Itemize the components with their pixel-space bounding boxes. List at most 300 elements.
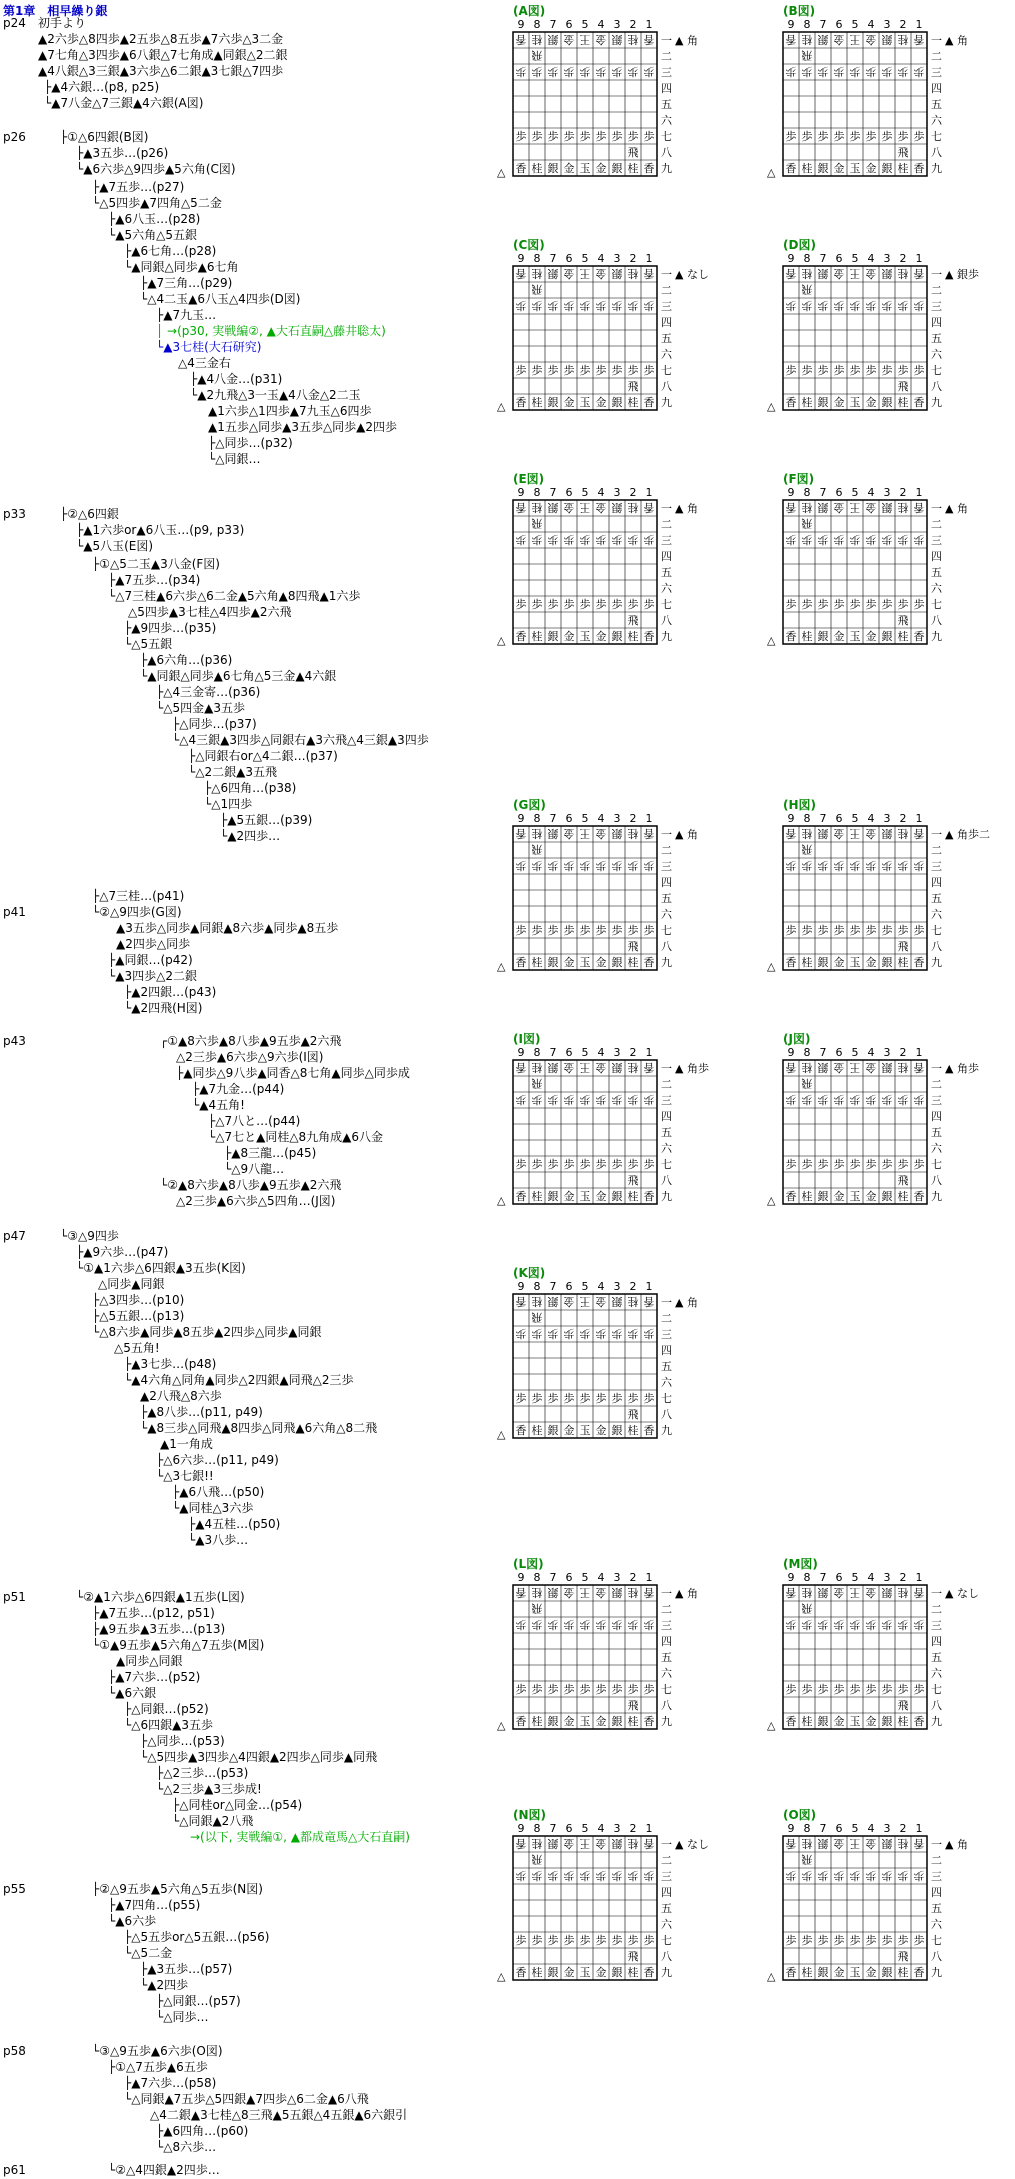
shogi-piece: 玉 bbox=[849, 1190, 861, 1203]
shogi-piece: 桂 bbox=[897, 267, 909, 280]
shogi-piece: 歩 bbox=[833, 130, 845, 143]
shogi-piece: 金 bbox=[595, 1295, 607, 1308]
column-number: 5 bbox=[851, 812, 859, 825]
column-number: 3 bbox=[883, 1571, 891, 1584]
rank-number: 八 bbox=[931, 614, 942, 627]
rank-number: 七 bbox=[661, 130, 672, 143]
shogi-piece: 飛 bbox=[627, 940, 639, 953]
sente-hand: ▲ なし bbox=[675, 268, 709, 281]
shogi-piece: 歩 bbox=[547, 1093, 559, 1106]
shogi-piece: 桂 bbox=[531, 267, 543, 280]
shogi-piece: 桂 bbox=[801, 827, 813, 840]
column-number: 5 bbox=[851, 18, 859, 31]
shogi-piece: 歩 bbox=[515, 1093, 527, 1106]
shogi-board bbox=[765, 16, 995, 226]
shogi-piece: 歩 bbox=[531, 364, 543, 377]
shogi-piece: 歩 bbox=[817, 65, 829, 78]
rank-number: 五 bbox=[661, 1902, 672, 1915]
rank-number: 八 bbox=[931, 1699, 942, 1712]
shogi-piece: 歩 bbox=[865, 1093, 877, 1106]
shogi-piece: 金 bbox=[563, 162, 575, 175]
column-number: 4 bbox=[597, 1822, 605, 1835]
diagram-label: (D図) bbox=[783, 238, 816, 252]
shogi-piece: 桂 bbox=[627, 1061, 639, 1074]
shogi-piece: 玉 bbox=[849, 1715, 861, 1728]
shogi-piece: 桂 bbox=[801, 396, 813, 409]
tree-line: ├▲8八歩…(p11, p49) bbox=[140, 1405, 263, 1419]
column-number: 3 bbox=[883, 1822, 891, 1835]
tree-line: ├△4三金寄…(p36) bbox=[156, 685, 261, 699]
column-number: 7 bbox=[819, 486, 827, 499]
shogi-piece: 歩 bbox=[515, 598, 527, 611]
column-number: 7 bbox=[549, 1046, 557, 1059]
column-number: 4 bbox=[597, 1571, 605, 1584]
shogi-piece: 王 bbox=[849, 827, 861, 840]
shogi-piece: 桂 bbox=[627, 956, 639, 969]
tree-line: └▲2九飛△3一玉▲4八金△2二玉 bbox=[190, 388, 361, 402]
rank-number: 二 bbox=[661, 1854, 672, 1867]
rank-number: 八 bbox=[661, 1699, 672, 1712]
column-number: 2 bbox=[899, 1571, 907, 1584]
shogi-piece: 桂 bbox=[801, 1190, 813, 1203]
tree-line: ▲4八銀△3三銀▲3六歩△6二銀▲3七銀△7四歩 bbox=[38, 64, 284, 78]
shogi-piece: 歩 bbox=[579, 598, 591, 611]
shogi-piece: 桂 bbox=[531, 956, 543, 969]
shogi-piece: 歩 bbox=[579, 299, 591, 312]
tree-line: └△5四歩▲7四角△5二金 bbox=[92, 196, 222, 210]
shogi-piece: 歩 bbox=[627, 859, 639, 872]
shogi-piece: 銀 bbox=[881, 1190, 893, 1203]
shogi-piece: 歩 bbox=[627, 1392, 639, 1405]
column-number: 5 bbox=[581, 1571, 589, 1584]
shogi-piece: 銀 bbox=[547, 1837, 559, 1850]
column-number: 9 bbox=[787, 1046, 795, 1059]
shogi-piece: 歩 bbox=[611, 1392, 623, 1405]
shogi-piece: 歩 bbox=[785, 1683, 797, 1696]
tree-line: ├①△7五歩▲6五歩 bbox=[108, 2060, 208, 2074]
shogi-piece: 銀 bbox=[611, 1715, 623, 1728]
shogi-piece: 歩 bbox=[643, 130, 655, 143]
shogi-piece: 歩 bbox=[611, 859, 623, 872]
column-number: 3 bbox=[883, 252, 891, 265]
shogi-piece: 銀 bbox=[611, 1586, 623, 1599]
tree-line: ├▲7五歩…(p34) bbox=[108, 573, 201, 587]
shogi-piece: 香 bbox=[643, 1295, 655, 1308]
shogi-board bbox=[765, 1044, 995, 1254]
shogi-piece: 歩 bbox=[515, 533, 527, 546]
rank-number: 七 bbox=[931, 1934, 942, 1947]
shogi-piece: 歩 bbox=[643, 299, 655, 312]
shogi-piece: 飛 bbox=[897, 380, 909, 393]
tree-line: └③△9五歩▲6六歩(O図) bbox=[92, 2044, 223, 2058]
column-number: 2 bbox=[899, 18, 907, 31]
shogi-piece: 王 bbox=[849, 1837, 861, 1850]
shogi-piece: 歩 bbox=[881, 1934, 893, 1947]
shogi-piece: 玉 bbox=[849, 1966, 861, 1979]
shogi-piece: 歩 bbox=[563, 1618, 575, 1631]
shogi-piece: 香 bbox=[643, 1061, 655, 1074]
shogi-piece: 飛 bbox=[897, 1699, 909, 1712]
shogi-piece: 歩 bbox=[643, 1158, 655, 1171]
shogi-piece: 歩 bbox=[881, 364, 893, 377]
shogi-piece: 桂 bbox=[801, 630, 813, 643]
rank-number: 九 bbox=[931, 396, 942, 409]
rank-number: 六 bbox=[931, 114, 942, 127]
shogi-piece: 銀 bbox=[611, 1837, 623, 1850]
column-number: 1 bbox=[645, 1046, 653, 1059]
shogi-piece: 歩 bbox=[643, 1683, 655, 1696]
rank-number: 一 bbox=[931, 268, 942, 281]
column-number: 7 bbox=[819, 1571, 827, 1584]
tree-line: ├△6四角…(p38) bbox=[204, 781, 297, 795]
shogi-piece: 歩 bbox=[897, 1093, 909, 1106]
shogi-piece: 飛 bbox=[801, 517, 813, 530]
shogi-piece: 銀 bbox=[881, 267, 893, 280]
shogi-piece: 歩 bbox=[611, 598, 623, 611]
rank-number: 六 bbox=[661, 1667, 672, 1680]
shogi-piece: 桂 bbox=[627, 1190, 639, 1203]
shogi-piece: 歩 bbox=[801, 924, 813, 937]
rank-number: 一 bbox=[661, 828, 672, 841]
shogi-piece: 歩 bbox=[833, 924, 845, 937]
shogi-piece: 歩 bbox=[913, 1158, 925, 1171]
shogi-piece: 歩 bbox=[785, 299, 797, 312]
shogi-piece: 香 bbox=[643, 630, 655, 643]
shogi-piece: 金 bbox=[833, 827, 845, 840]
shogi-piece: 歩 bbox=[913, 1093, 925, 1106]
shogi-piece: 歩 bbox=[611, 65, 623, 78]
shogi-piece: 歩 bbox=[643, 1392, 655, 1405]
column-number: 1 bbox=[645, 252, 653, 265]
shogi-piece: 歩 bbox=[611, 1158, 623, 1171]
shogi-piece: 香 bbox=[515, 1837, 527, 1850]
shogi-piece: 王 bbox=[579, 1295, 591, 1308]
column-number: 3 bbox=[883, 1046, 891, 1059]
rank-number: 二 bbox=[931, 1078, 942, 1091]
shogi-piece: 歩 bbox=[579, 1093, 591, 1106]
tree-line: └△7三桂▲6六歩△6二金▲5六角▲8四飛▲1六歩 bbox=[108, 589, 361, 603]
tree-line: └△4二玉▲6八玉△4四歩(D図) bbox=[140, 292, 301, 306]
shogi-piece: 桂 bbox=[801, 501, 813, 514]
shogi-piece: 歩 bbox=[547, 924, 559, 937]
shogi-piece: 香 bbox=[913, 1837, 925, 1850]
column-number: 5 bbox=[581, 1280, 589, 1293]
shogi-piece: 歩 bbox=[515, 130, 527, 143]
shogi-piece: 桂 bbox=[897, 396, 909, 409]
shogi-piece: 香 bbox=[643, 396, 655, 409]
shogi-piece: 桂 bbox=[531, 33, 543, 46]
rank-number: 八 bbox=[661, 1408, 672, 1421]
diagram-label: (I図) bbox=[513, 1032, 541, 1046]
rank-number: 四 bbox=[661, 82, 672, 95]
column-number: 1 bbox=[645, 486, 653, 499]
shogi-piece: 金 bbox=[595, 396, 607, 409]
shogi-piece: 香 bbox=[785, 1715, 797, 1728]
shogi-piece: 歩 bbox=[817, 364, 829, 377]
shogi-piece: 歩 bbox=[833, 364, 845, 377]
column-number: 7 bbox=[549, 1280, 557, 1293]
shogi-piece: 歩 bbox=[817, 924, 829, 937]
shogi-piece: 金 bbox=[865, 162, 877, 175]
column-number: 8 bbox=[533, 812, 541, 825]
rank-number: 八 bbox=[931, 1174, 942, 1187]
sente-hand: ▲ 角 bbox=[675, 34, 698, 47]
shogi-piece: 歩 bbox=[531, 598, 543, 611]
shogi-piece: 桂 bbox=[897, 162, 909, 175]
tree-line: ├△7八と…(p44) bbox=[208, 1114, 301, 1128]
shogi-piece: 銀 bbox=[817, 33, 829, 46]
gote-hand: △ bbox=[767, 166, 776, 179]
column-number: 8 bbox=[803, 18, 811, 31]
column-number: 6 bbox=[835, 18, 843, 31]
shogi-piece: 金 bbox=[595, 1190, 607, 1203]
rank-number: 九 bbox=[931, 956, 942, 969]
shogi-piece: 桂 bbox=[531, 1586, 543, 1599]
shogi-piece: 玉 bbox=[579, 1190, 591, 1203]
column-number: 9 bbox=[517, 252, 525, 265]
shogi-piece: 歩 bbox=[833, 1934, 845, 1947]
column-number: 4 bbox=[867, 1822, 875, 1835]
shogi-piece: 飛 bbox=[801, 1853, 813, 1866]
gote-hand: △ bbox=[497, 634, 506, 647]
shogi-piece: 桂 bbox=[897, 1837, 909, 1850]
shogi-piece: 香 bbox=[643, 1715, 655, 1728]
column-number: 1 bbox=[915, 486, 923, 499]
shogi-piece: 金 bbox=[563, 1966, 575, 1979]
shogi-piece: 歩 bbox=[611, 1683, 623, 1696]
column-number: 5 bbox=[851, 1571, 859, 1584]
shogi-piece: 歩 bbox=[849, 1683, 861, 1696]
tree-line: └△4三銀▲3四歩△同銀右▲3六飛△4三銀▲3四歩 bbox=[172, 733, 429, 747]
column-number: 7 bbox=[819, 18, 827, 31]
shogi-piece: 歩 bbox=[595, 1869, 607, 1882]
shogi-piece: 銀 bbox=[547, 162, 559, 175]
shogi-piece: 桂 bbox=[627, 267, 639, 280]
shogi-piece: 銀 bbox=[611, 396, 623, 409]
column-number: 3 bbox=[613, 1571, 621, 1584]
rank-number: 五 bbox=[931, 892, 942, 905]
tree-line: ├△5五歩or△5五銀…(p56) bbox=[124, 1930, 270, 1944]
shogi-piece: 金 bbox=[865, 1715, 877, 1728]
shogi-piece: 銀 bbox=[547, 827, 559, 840]
rank-number: 七 bbox=[661, 598, 672, 611]
shogi-piece: 飛 bbox=[897, 146, 909, 159]
shogi-piece: 桂 bbox=[897, 827, 909, 840]
shogi-piece: 歩 bbox=[913, 598, 925, 611]
shogi-piece: 王 bbox=[579, 1586, 591, 1599]
shogi-piece: 玉 bbox=[849, 162, 861, 175]
rank-number: 三 bbox=[931, 1619, 942, 1632]
tree-line: ▲1一角成 bbox=[160, 1437, 213, 1451]
shogi-piece: 香 bbox=[785, 827, 797, 840]
shogi-piece: 桂 bbox=[801, 33, 813, 46]
rank-number: 五 bbox=[931, 332, 942, 345]
rank-number: 七 bbox=[661, 364, 672, 377]
rank-number: 二 bbox=[931, 844, 942, 857]
tree-line: └▲3七桂(大石研究) bbox=[156, 340, 262, 354]
shogi-piece: 玉 bbox=[579, 162, 591, 175]
shogi-piece: 銀 bbox=[881, 162, 893, 175]
shogi-piece: 飛 bbox=[531, 1602, 543, 1615]
shogi-piece: 桂 bbox=[531, 827, 543, 840]
shogi-piece: 歩 bbox=[865, 299, 877, 312]
rank-number: 六 bbox=[661, 1142, 672, 1155]
column-number: 2 bbox=[629, 812, 637, 825]
shogi-piece: 歩 bbox=[897, 1934, 909, 1947]
shogi-piece: 歩 bbox=[611, 1327, 623, 1340]
gote-hand: △ bbox=[497, 400, 506, 413]
tree-line: ├△同歩…(p53) bbox=[140, 1734, 225, 1748]
shogi-piece: 桂 bbox=[897, 501, 909, 514]
tree-line: ├▲6八飛…(p50) bbox=[172, 1485, 265, 1499]
tree-line: └①▲9五歩▲5六角△7五歩(M図) bbox=[92, 1638, 265, 1652]
shogi-piece: 金 bbox=[595, 267, 607, 280]
sente-hand: ▲ 角 bbox=[675, 1587, 698, 1600]
column-number: 9 bbox=[787, 486, 795, 499]
shogi-piece: 香 bbox=[785, 162, 797, 175]
shogi-piece: 桂 bbox=[627, 501, 639, 514]
shogi-piece: 金 bbox=[865, 1190, 877, 1203]
shogi-piece: 金 bbox=[595, 630, 607, 643]
shogi-piece: 歩 bbox=[849, 1093, 861, 1106]
shogi-piece: 香 bbox=[643, 1837, 655, 1850]
shogi-piece: 歩 bbox=[817, 533, 829, 546]
shogi-piece: 香 bbox=[913, 33, 925, 46]
rank-number: 九 bbox=[661, 1424, 672, 1437]
shogi-piece: 歩 bbox=[643, 1869, 655, 1882]
shogi-piece: 歩 bbox=[897, 364, 909, 377]
shogi-piece: 銀 bbox=[881, 1061, 893, 1074]
shogi-piece: 銀 bbox=[611, 1190, 623, 1203]
rank-number: 五 bbox=[931, 1126, 942, 1139]
rank-number: 二 bbox=[661, 1312, 672, 1325]
shogi-piece: 歩 bbox=[801, 859, 813, 872]
shogi-piece: 王 bbox=[579, 1061, 591, 1074]
shogi-piece: 歩 bbox=[595, 65, 607, 78]
tree-line: ├①△6四銀(B図) bbox=[60, 130, 149, 144]
rank-number: 九 bbox=[931, 1966, 942, 1979]
rank-number: 八 bbox=[931, 380, 942, 393]
shogi-piece: 金 bbox=[595, 162, 607, 175]
column-number: 6 bbox=[565, 1571, 573, 1584]
shogi-piece: 香 bbox=[785, 1586, 797, 1599]
diagram-label: (K図) bbox=[513, 1266, 546, 1280]
shogi-piece: 歩 bbox=[913, 130, 925, 143]
column-number: 9 bbox=[517, 18, 525, 31]
column-number: 4 bbox=[867, 1571, 875, 1584]
shogi-piece: 歩 bbox=[865, 1158, 877, 1171]
shogi-piece: 銀 bbox=[611, 33, 623, 46]
tree-line: └▲5八玉(E図) bbox=[76, 539, 154, 553]
tree-line: └②△9四歩(G図) bbox=[92, 905, 182, 919]
shogi-piece: 銀 bbox=[881, 956, 893, 969]
tree-line: ├▲4六銀…(p8, p25) bbox=[44, 80, 160, 94]
shogi-piece: 歩 bbox=[531, 299, 543, 312]
shogi-piece: 歩 bbox=[849, 364, 861, 377]
shogi-piece: 桂 bbox=[801, 1837, 813, 1850]
rank-number: 七 bbox=[661, 1683, 672, 1696]
shogi-piece: 歩 bbox=[785, 364, 797, 377]
rank-number: 四 bbox=[931, 316, 942, 329]
shogi-piece: 桂 bbox=[531, 162, 543, 175]
gote-hand: △ bbox=[767, 634, 776, 647]
sente-hand: ▲ 角歩 bbox=[675, 1062, 709, 1075]
page-ref: p43 bbox=[3, 1034, 26, 1048]
shogi-piece: 歩 bbox=[611, 1093, 623, 1106]
shogi-piece: 金 bbox=[865, 396, 877, 409]
rank-number: 五 bbox=[931, 1651, 942, 1664]
tree-line: └▲6六歩△9四歩▲5六角(C図) bbox=[76, 162, 236, 176]
shogi-piece: 歩 bbox=[785, 1869, 797, 1882]
tree-line: └③△9四歩 bbox=[60, 1229, 119, 1243]
shogi-piece: 金 bbox=[563, 396, 575, 409]
shogi-piece: 歩 bbox=[817, 1869, 829, 1882]
shogi-piece: 歩 bbox=[563, 1158, 575, 1171]
shogi-piece: 歩 bbox=[785, 598, 797, 611]
tree-line: └▲同桂△3六歩 bbox=[172, 1501, 254, 1515]
tree-line: └▲2四歩 bbox=[140, 1978, 189, 1992]
gote-hand: △ bbox=[497, 1194, 506, 1207]
rank-number: 九 bbox=[661, 162, 672, 175]
column-number: 1 bbox=[645, 18, 653, 31]
rank-number: 八 bbox=[661, 380, 672, 393]
shogi-piece: 金 bbox=[833, 1966, 845, 1979]
shogi-board bbox=[495, 810, 725, 1020]
shogi-piece: 香 bbox=[515, 1061, 527, 1074]
tree-line: ▲7七角△3四歩▲6八銀△7七角成▲同銀△2二銀 bbox=[38, 48, 288, 62]
shogi-piece: 香 bbox=[913, 1966, 925, 1979]
shogi-piece: 歩 bbox=[833, 533, 845, 546]
column-number: 4 bbox=[867, 252, 875, 265]
shogi-piece: 歩 bbox=[785, 130, 797, 143]
shogi-piece: 歩 bbox=[579, 1934, 591, 1947]
rank-number: 三 bbox=[661, 300, 672, 313]
rank-number: 六 bbox=[661, 582, 672, 595]
sente-hand: ▲ 銀歩 bbox=[945, 268, 979, 281]
tree-line: ├▲6八玉…(p28) bbox=[108, 212, 201, 226]
diagram-label: (O図) bbox=[783, 1808, 817, 1822]
shogi-piece: 桂 bbox=[531, 1061, 543, 1074]
shogi-piece: 歩 bbox=[865, 65, 877, 78]
rank-number: 九 bbox=[931, 630, 942, 643]
rank-number: 七 bbox=[931, 1683, 942, 1696]
rank-number: 五 bbox=[931, 566, 942, 579]
shogi-piece: 歩 bbox=[515, 65, 527, 78]
shogi-piece: 歩 bbox=[547, 1934, 559, 1947]
tree-line: ├▲3五歩…(p26) bbox=[76, 146, 169, 160]
shogi-piece: 金 bbox=[833, 956, 845, 969]
shogi-piece: 飛 bbox=[801, 1602, 813, 1615]
tree-line: ▲1五歩△同歩▲3五歩△同歩▲2四歩 bbox=[208, 420, 398, 434]
shogi-piece: 桂 bbox=[627, 33, 639, 46]
shogi-piece: 歩 bbox=[579, 1683, 591, 1696]
shogi-piece: 歩 bbox=[515, 1869, 527, 1882]
shogi-piece: 歩 bbox=[817, 1618, 829, 1631]
shogi-piece: 歩 bbox=[579, 859, 591, 872]
shogi-piece: 桂 bbox=[627, 1295, 639, 1308]
shogi-piece: 歩 bbox=[881, 299, 893, 312]
shogi-piece: 香 bbox=[515, 1966, 527, 1979]
shogi-piece: 金 bbox=[563, 267, 575, 280]
shogi-piece: 香 bbox=[785, 1061, 797, 1074]
shogi-piece: 香 bbox=[913, 630, 925, 643]
shogi-piece: 香 bbox=[913, 396, 925, 409]
gote-hand: △ bbox=[497, 1428, 506, 1441]
rank-number: 三 bbox=[661, 534, 672, 547]
column-number: 2 bbox=[899, 1046, 907, 1059]
shogi-piece: 銀 bbox=[547, 396, 559, 409]
shogi-piece: 香 bbox=[515, 501, 527, 514]
